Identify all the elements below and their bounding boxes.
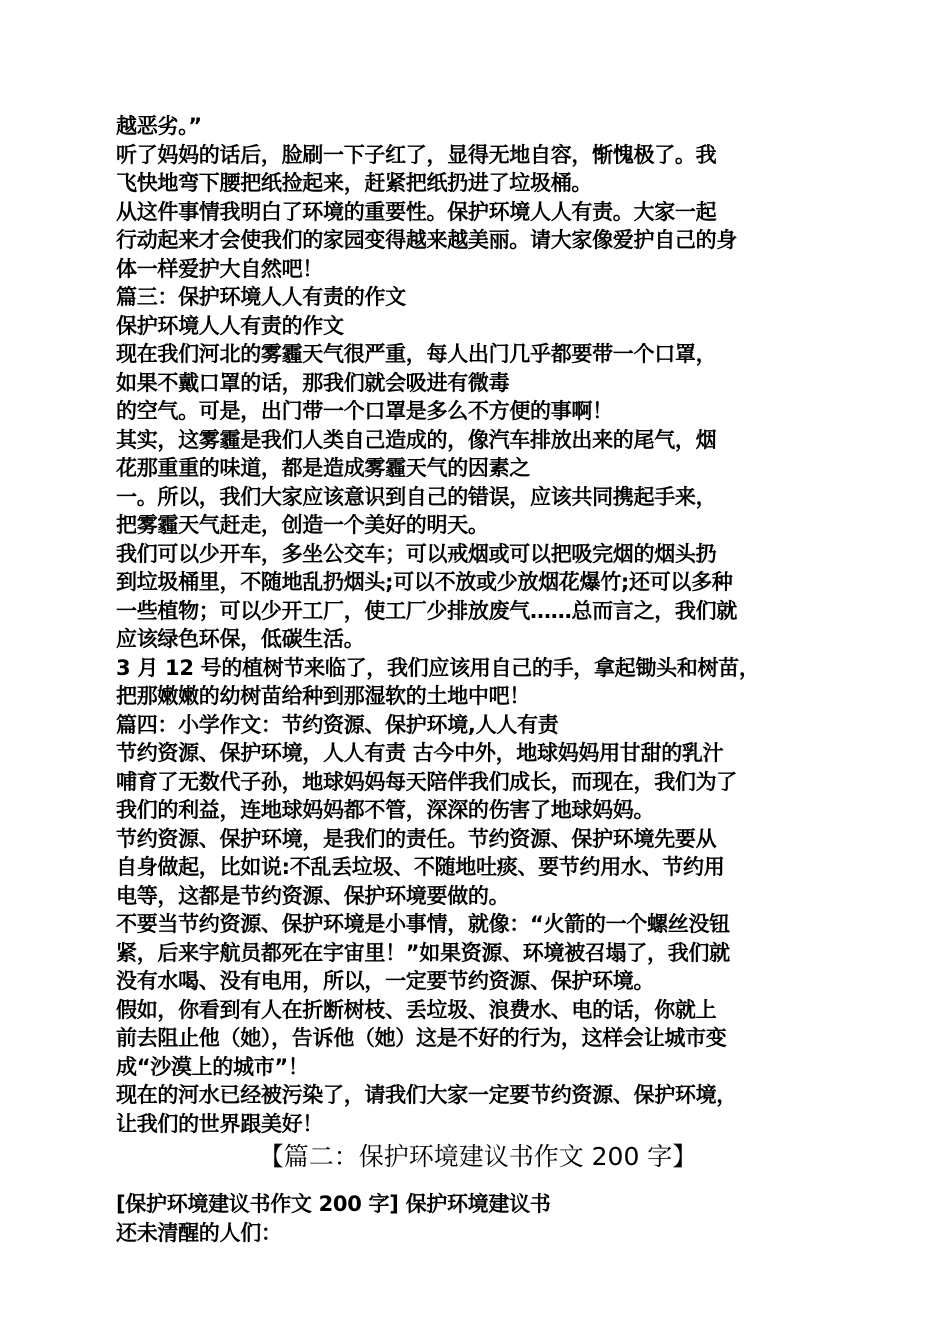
text-line: 自身做起，比如说:不乱丢垃圾、不随地吐痰、要节约用水、节约用: [116, 855, 725, 879]
text-line: 从这件事情我明白了环境的重要性。保护环境人人有责。大家一起: [116, 199, 717, 224]
text-line: 体一样爱护大自然吧！: [116, 256, 323, 281]
section-title: 篇三：保护环境人人有责的作文: [116, 285, 406, 309]
text-line: 不要当节约资源、保护环境是小事情，就像：“火箭的一个螺丝没钮: [116, 912, 730, 936]
text-line: 一。所以，我们大家应该意识到自己的错误，应该共同携起手来，: [116, 484, 717, 509]
text-line: 如果不戴口罩的话，那我们就会吸进有微毒: [116, 370, 510, 395]
text-line: 听了妈妈的话后，脸刷一下子红了，显得无地自容，惭愧极了。我: [116, 142, 717, 167]
text-line: 紧，后来宇航员都死在宇宙里！”如果资源、环境被召塌了，我们就: [116, 940, 730, 965]
text-line: 其实，这雾霾是我们人类自己造成的，像汽车排放出来的尾气，烟: [116, 427, 717, 452]
text-line: 假如，你看到有人在折断树枝、丢垃圾、浪费水、电的话，你就上: [116, 997, 717, 1022]
document-page: [116, 112, 840, 1247]
text-line: 成“沙漠上的城市”！: [116, 1054, 309, 1079]
subheading-line: [保护环境建议书作文 200 字] 保护环境建议书: [116, 1192, 551, 1216]
text-line: 现在我们河北的雾霾天气很严重，每人出门几乎都要带一个口罩，: [116, 342, 717, 366]
text-line: 我们的利益，连地球妈妈都不管，深深的伤害了地球妈妈。: [116, 798, 655, 822]
salutation-line: 还未清醒的人们：: [116, 1220, 282, 1245]
text-line: 电等，这都是节约资源、保护环境要做的。: [116, 883, 510, 908]
text-line: 到垃圾桶里，不随地乱扔烟头;可以不放或少放烟花爆竹;还可以多种: [116, 570, 733, 594]
text-line: 应该绿色环保，低碳生活。: [116, 627, 365, 651]
text-line: 越恶劣。”: [116, 114, 202, 138]
text-line: 没有水喝、没有电用，所以，一定要节约资源、保护环境。: [116, 969, 655, 993]
text-line: 节约资源、保护环境，人人有责 古今中外，地球妈妈用甘甜的乳汁: [116, 741, 724, 765]
text-line: 的空气。可是，出门带一个口罩是多么不方便的事啊！: [116, 399, 613, 423]
text-line: 把雾霾天气赶走，创造一个美好的明天。: [116, 513, 489, 537]
text-line: 前去阻止他（她），告诉他（她）这是不好的行为，这样会让城市变: [116, 1026, 727, 1050]
text-line: 飞快地弯下腰把纸捡起来，赶紧把纸扔进了垃圾桶。: [116, 171, 593, 195]
text-line: 哺育了无数代子孙，地球妈妈每天陪伴我们成长，而现在，我们为了: [116, 769, 737, 794]
text-line: 行动起来才会使我们的家园变得越来越美丽。请大家像爱护自己的身: [116, 228, 737, 252]
text-line: 我们可以少开车，多坐公交车；可以戒烟或可以把吸完烟的烟头扔: [116, 541, 717, 566]
article-title: 保护环境人人有责的作文: [116, 313, 344, 338]
text-line: 3 月 12 号的植树节来临了，我们应该用自己的手，拿起锄头和树苗，: [116, 655, 760, 680]
text-line: 花那重重的味道，都是造成雾霾天气的因素之: [116, 456, 530, 480]
section-heading: 【篇二：保护环境建议书作文 200 字】: [258, 1142, 698, 1171]
text-line: 现在的河水已经被污染了，请我们大家一定要节约资源、保护环境，: [116, 1083, 737, 1107]
text-line: 把那嫩嫩的幼树苗给种到那湿软的土地中吧！: [116, 684, 530, 708]
text-line: 节约资源、保护环境，是我们的责任。节约资源、保护环境先要从: [116, 826, 717, 851]
text-line: 让我们的世界跟美好！: [116, 1111, 323, 1136]
text-line: 一些植物；可以少开工厂，使工厂少排放废气……总而言之，我们就: [116, 598, 737, 623]
section-title: 篇四：小学作文：节约资源、保护环境,人人有责: [116, 712, 559, 737]
